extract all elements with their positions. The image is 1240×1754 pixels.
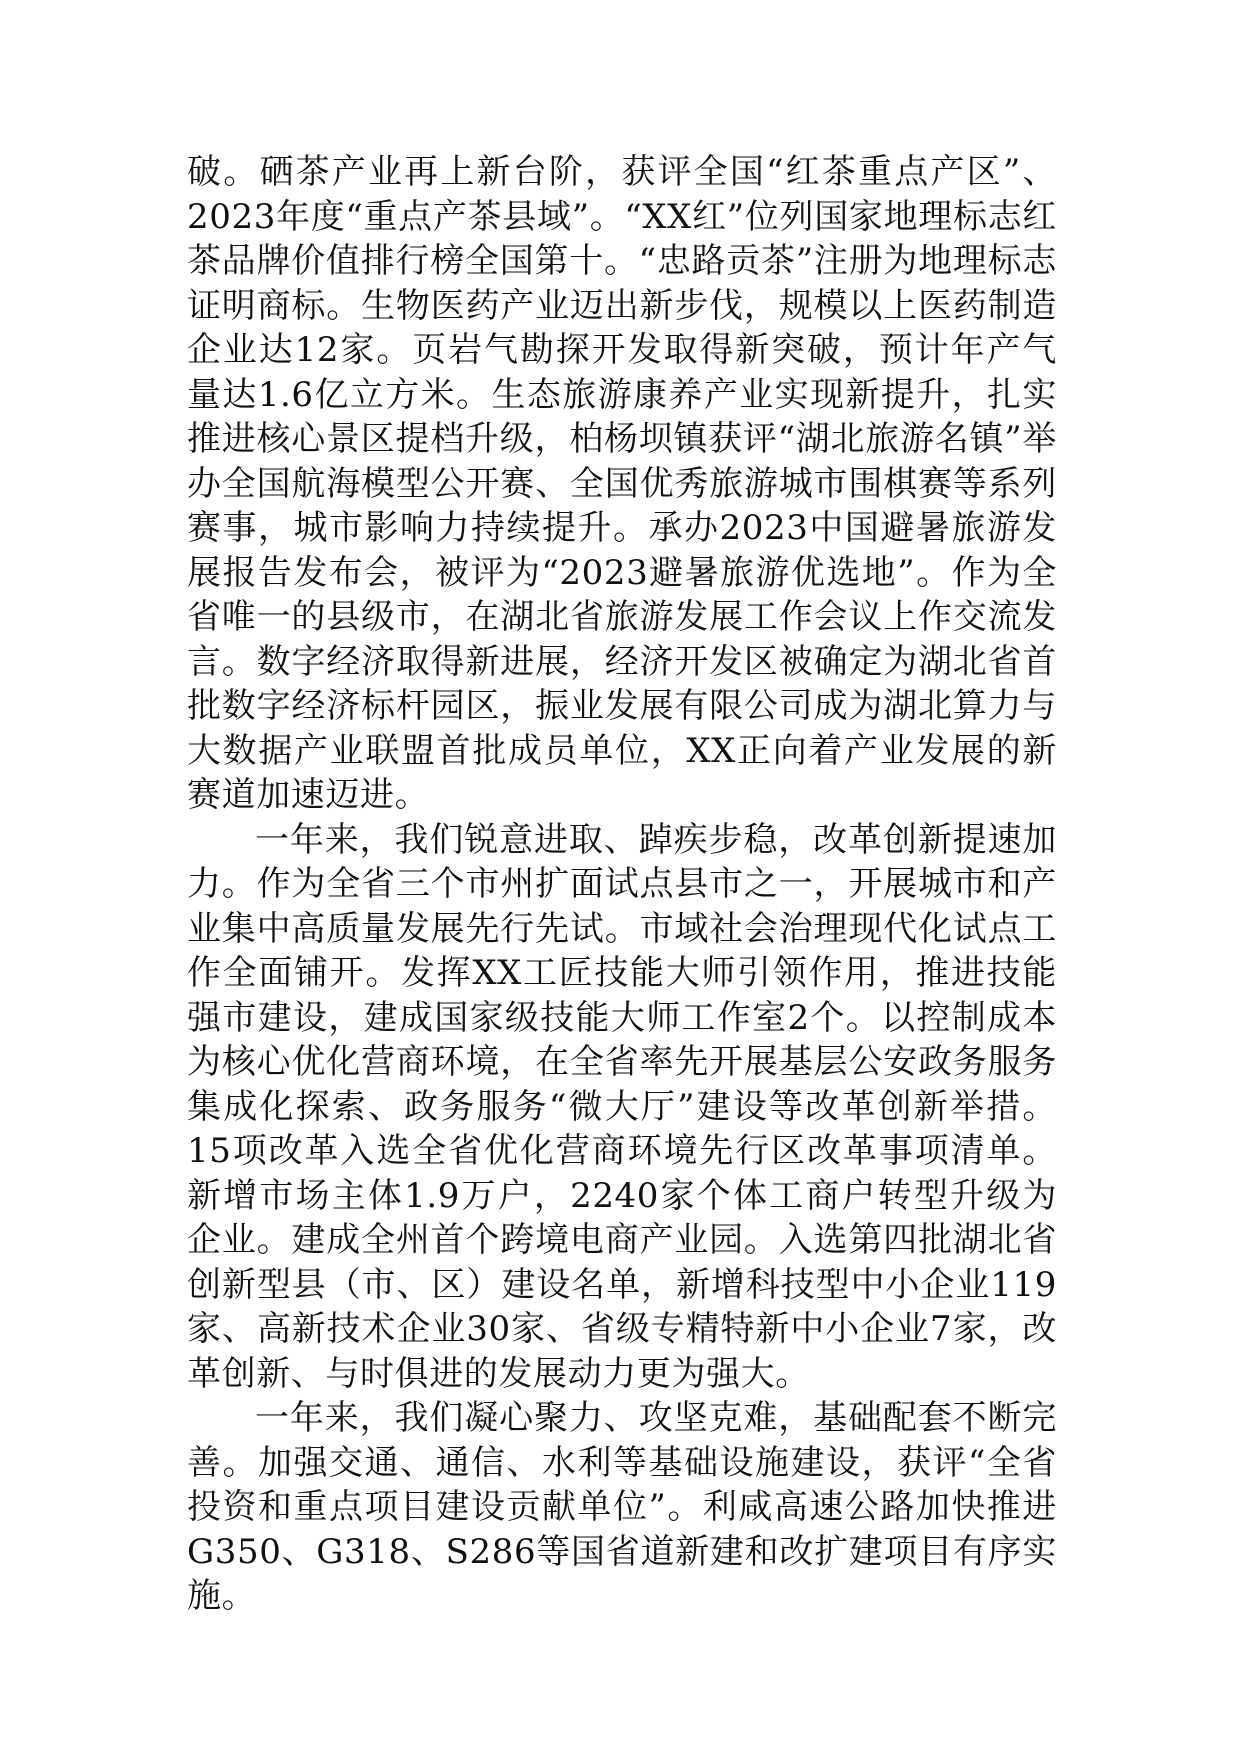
body-text [187,150,1057,1619]
paragraph-reform: 一年来，我们锐意进取、踔疾步稳，改革创新提速加力。作为全省三个市州扩面试点县市之一，开展城市和产业集中高质量发展先行先试。市域社会治理现代化试点工作全面铺开。发挥XX工匠技能大师引领作用，推进技能强市建设，建成国家级技能大师工作室2个。以控制成本为核心优化营商环境，在全省率先开展基层公安政务服务集成化探索、政务服务“微大厅”建设等改革创新举措。15项改革入选全省优化营商环境先行区改革事项清单。新增市场主体1.9万户，2240家个体工商户转型升级为企业。建成全州首个跨境电商产业园。入选第四批湖北省创新型县（市、区）建设名单，新增科技型中小企业119家、高新技术企业30家、省级专精特新中小企业7家，改革创新、与时俱进的发展动力更为强大。 [187,819,1057,1394]
paragraph-industry: 破。硒茶产业再上新台阶，获评全国“红茶重点产区”、2023年度“重点产茶县域”。“XX红”位列国家地理标志红茶品牌价值排行榜全国第十。“忠路贡茶”注册为地理标志证明商标。生物医药产业迈出新步伐，规模以上医药制造企业达12家。页岩气勘探开发取得新突破，预计年产气量达1.6亿立方米。生态旅游康养产业实现新提升，扎实推进核心景区提档升级，柏杨坝镇获评“湖北旅游名镇”举办全国航海模型公开赛、全国优秀旅游城市围棋赛等系列赛事，城市影响力持续提升。承办2023中国避暑旅游发展报告发布会，被评为“2023避暑旅游优选地”。作为全省唯一的县级市，在湖北省旅游发展工作会议上作交流发言。数字经济取得新进展，经济开发区被确定为湖北省首批数字经济标杆园区，振业发展有限公司成为湖北算力与大数据产业联盟首批成员单位，XX正向着产业发展的新赛道加速迈进。 [187,152,1057,815]
paragraph-infrastructure: 一年来，我们凝心聚力、攻坚克难，基础配套不断完善。加强交通、通信、水利等基础设施建设，获评“全省投资和重点项目建设贡献单位”。利咸高速公路加快推进G350、G318、S286等国省道新建和改扩建项目有序实施。 [187,1398,1057,1616]
